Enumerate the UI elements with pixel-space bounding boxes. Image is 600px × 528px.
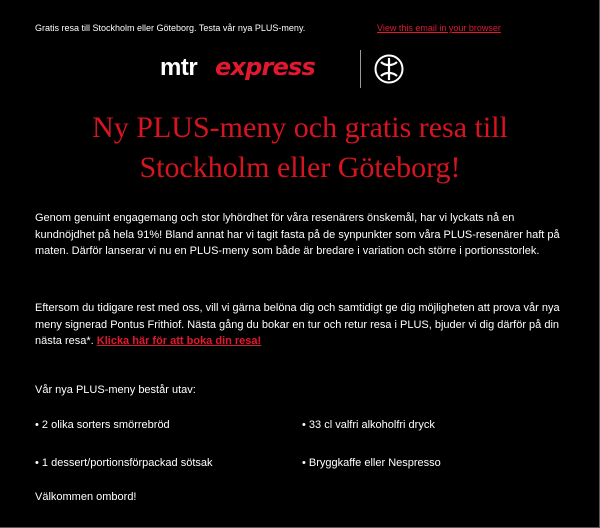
- headline-line-2: Stockholm eller Göteborg!: [139, 151, 461, 184]
- offer-paragraph-text: Eftersom du tidigare rest med oss, vill vi gärna belöna dig och samtidigt ge dig möjligheten att prova vår nya meny signerad Pontus Frithiof. Nästa gång du bokar en tur och retur resa i PLUS, bjuder vi dig därför på din nästa resa*.: [35, 302, 560, 347]
- headline: [20, 108, 580, 188]
- logo-row: [0, 50, 600, 90]
- preheader-text: Gratis resa till Stockholm eller Göteborg. Testa vår nya PLUS-meny.: [35, 23, 306, 33]
- menu-list-item: • 1 dessert/portionsförpackad sötsak: [35, 457, 213, 469]
- mtr-emblem-icon: [374, 54, 404, 84]
- book-trip-link[interactable]: Klicka här för att boka din resa!: [96, 335, 262, 347]
- offer-paragraph: [35, 300, 565, 350]
- welcome-text: Välkommen ombord!: [35, 491, 137, 503]
- headline-line-1: Ny PLUS-meny och gratis resa till: [92, 111, 508, 144]
- menu-list-item: • 2 olika sorters smörrebröd: [35, 419, 170, 431]
- logo-express-text: express: [215, 53, 316, 81]
- menu-list-item: • 33 cl valfri alkoholfri dryck: [302, 419, 435, 431]
- menu-heading: Vår nya PLUS-meny består utav:: [35, 384, 196, 396]
- logo-mtr-text: mtr: [160, 54, 198, 81]
- menu-list-item: • Bryggkaffe eller Nespresso: [302, 457, 441, 469]
- intro-paragraph: Genom genuint engagemang och stor lyhördhet för våra resenärers önskemål, har vi lyckats nå en kundnöjdhet på hela 91%! Bland annat har vi tagit fasta på de synpunkter som våra PLUS-resenärer haft på maten. Därför lanserar vi nu en PLUS-meny som både är bredare i variation och större i portionsstorlek.: [35, 212, 560, 257]
- email-topbar: [35, 22, 555, 36]
- view-in-browser-link[interactable]: View this email in your browser: [377, 23, 501, 33]
- logo-divider: [360, 50, 361, 88]
